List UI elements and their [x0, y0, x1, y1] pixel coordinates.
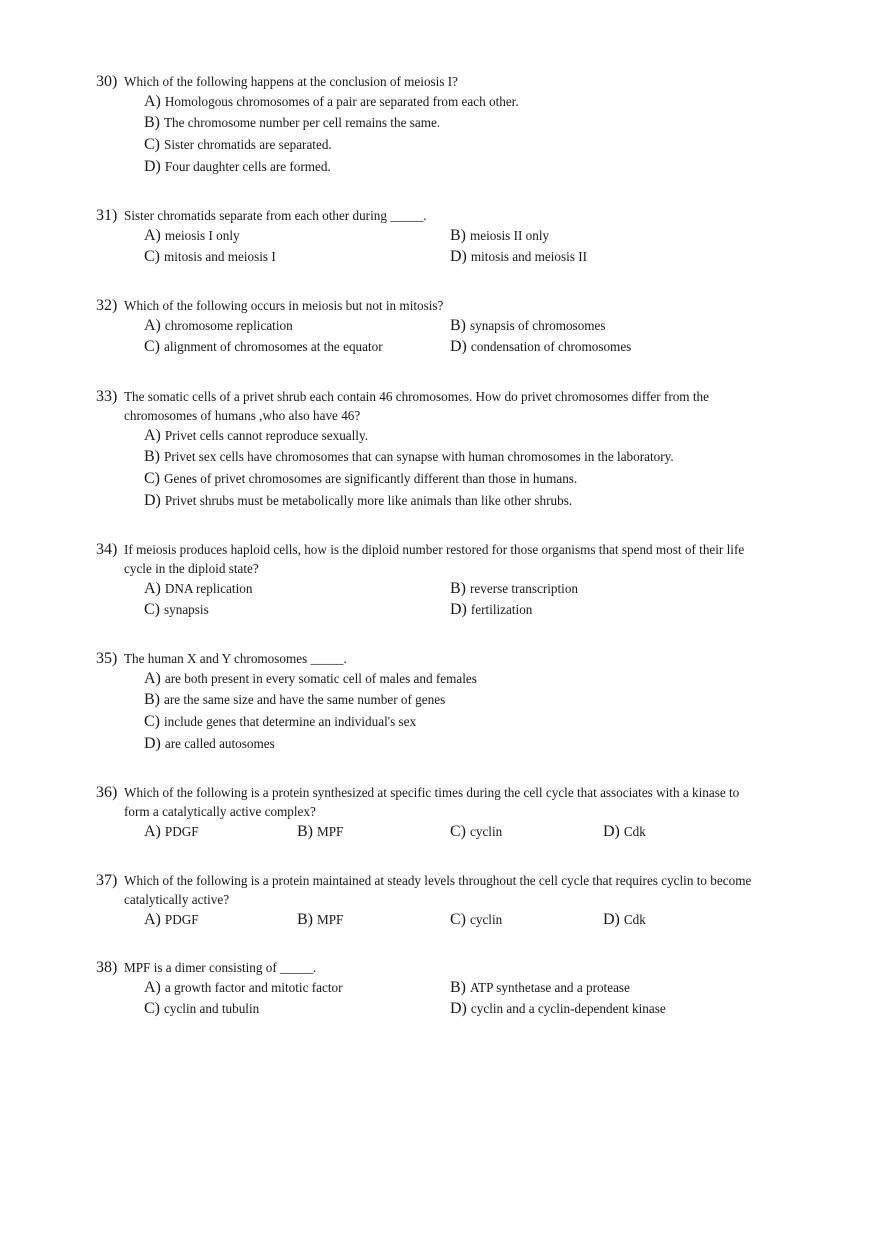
option-c: C) include genes that determine an individual's sex — [144, 712, 417, 730]
question-38 — [96, 958, 756, 1020]
option-d: D) Four daughter cells are formed. — [144, 157, 331, 175]
question-stem: The human X and Y chromosomes _____. — [124, 651, 347, 666]
question-35 — [96, 649, 756, 754]
option-d: D) Cdk — [603, 822, 646, 840]
option-b: B) MPF — [297, 910, 344, 928]
question-number: 31) — [96, 207, 118, 224]
question-stem: Which of the following occurs in meiosis but not in mitosis? — [124, 298, 444, 313]
question-32 — [96, 296, 756, 358]
question-number: 34) — [96, 541, 118, 558]
option-b: B) meiosis II only — [450, 226, 550, 244]
option-a: A) Homologous chromosomes of a pair are separated from each other. — [144, 92, 519, 110]
option-b: B) The chromosome number per cell remains the same. — [144, 114, 441, 132]
option-b: B) Privet sex cells have chromosomes that can synapse with human chromosomes in the laboratory. — [144, 448, 674, 466]
question-stem: If meiosis produces haploid cells, how is the diploid number restored for those organisms that spend most of their life cycle in the diploid state? — [124, 542, 745, 576]
option-d: D) fertilization — [450, 601, 533, 619]
question-number: 37) — [96, 872, 118, 889]
question-36 — [96, 783, 756, 843]
question-stem: Which of the following happens at the conclusion of meiosis I? — [124, 74, 459, 89]
option-c: C) mitosis and meiosis I — [144, 248, 276, 266]
option-c: C) cyclin — [450, 822, 503, 840]
option-c: C) Genes of privet chromosomes are significantly different than those in humans. — [144, 469, 578, 487]
option-c: C) Sister chromatids are separated. — [144, 135, 332, 153]
option-c: C) cyclin and tubulin — [144, 1000, 260, 1018]
question-37 — [96, 871, 756, 931]
option-d: D) cyclin and a cyclin-dependent kinase — [450, 1000, 666, 1018]
option-a: A) a growth factor and mitotic factor — [144, 978, 343, 996]
option-a: A) PDGF — [144, 822, 199, 840]
question-stem: Sister chromatids separate from each other during _____. — [124, 208, 427, 223]
question-stem: Which of the following is a protein maintained at steady levels throughout the cell cycle that requires cyclin to become catalytically active? — [124, 873, 752, 907]
question-stem: MPF is a dimer consisting of _____. — [124, 960, 317, 975]
option-a: A) chromosome replication — [144, 316, 293, 334]
question-31 — [96, 206, 756, 268]
option-b: B) synapsis of chromosomes — [450, 316, 606, 334]
option-d: D) are called autosomes — [144, 734, 275, 752]
option-a: A) PDGF — [144, 910, 199, 928]
option-d: D) mitosis and meiosis II — [450, 248, 588, 266]
option-a: A) DNA replication — [144, 579, 253, 597]
option-a: A) are both present in every somatic cell of males and females — [144, 669, 477, 687]
option-d: D) Cdk — [603, 910, 646, 928]
option-b: B) MPF — [297, 822, 344, 840]
option-c: C) cyclin — [450, 910, 503, 928]
option-a: A) Privet cells cannot reproduce sexually. — [144, 426, 369, 444]
option-c: C) synapsis — [144, 601, 209, 619]
question-number: 35) — [96, 650, 118, 667]
question-33 — [96, 387, 756, 511]
question-30 — [96, 72, 756, 177]
question-stem: Which of the following is a protein synthesized at specific times during the cell cycle that associates with a kinase to form a catalytically active complex? — [124, 785, 740, 819]
question-number: 38) — [96, 959, 118, 976]
option-d: D) condensation of chromosomes — [450, 338, 632, 356]
option-b: B) reverse transcription — [450, 579, 579, 597]
option-a: A) meiosis I only — [144, 226, 240, 244]
question-34 — [96, 540, 756, 621]
question-number: 36) — [96, 784, 118, 801]
question-stem: The somatic cells of a privet shrub each contain 46 chromosomes. How do privet chromosomes differ from the chromosomes of humans ,who also have 46? — [124, 389, 709, 423]
option-b: B) ATP synthetase and a protease — [450, 978, 630, 996]
option-c: C) alignment of chromosomes at the equator — [144, 338, 383, 356]
option-b: B) are the same size and have the same number of genes — [144, 691, 446, 709]
question-number: 32) — [96, 297, 118, 314]
question-number: 33) — [96, 388, 118, 405]
question-number: 30) — [96, 73, 118, 90]
option-d: D) Privet shrubs must be metabolically more like animals than like other shrubs. — [144, 491, 573, 509]
